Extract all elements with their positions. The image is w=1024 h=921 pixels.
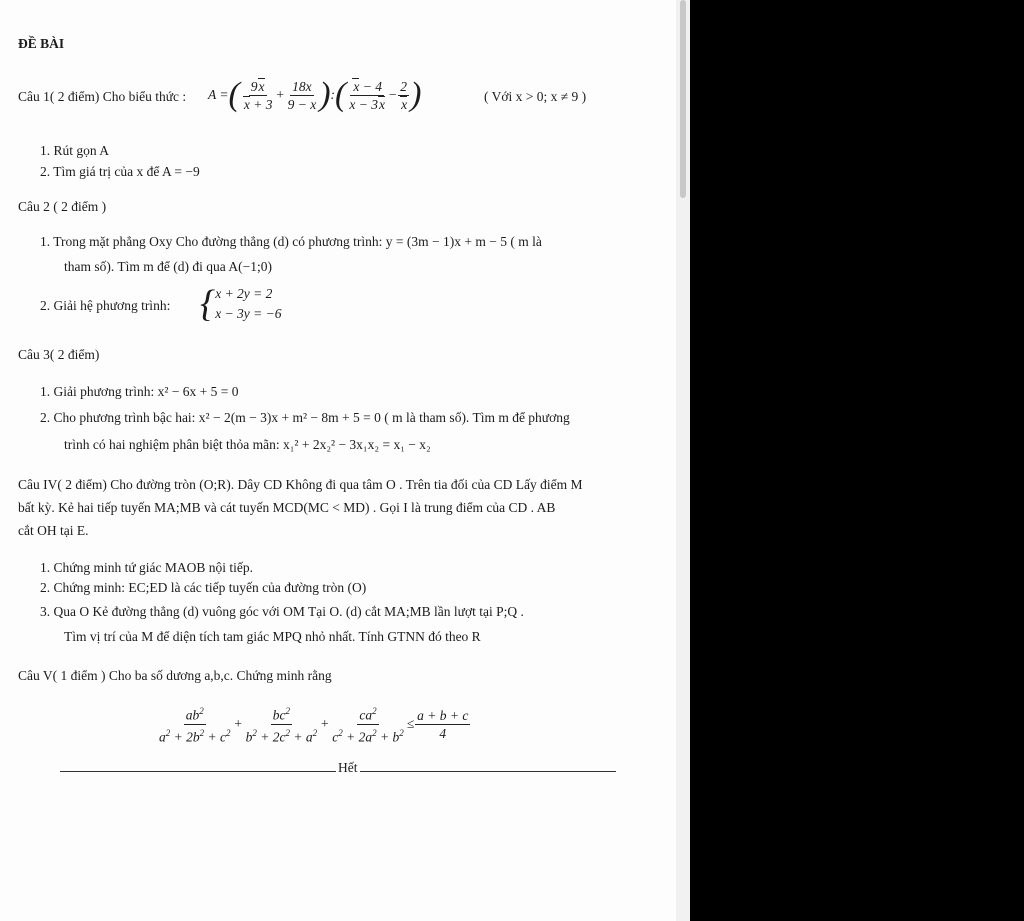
q2-item-2: 2. Giải hệ phương trình: (40, 298, 171, 313)
q4-item-2: 2. Chứng minh: EC;ED là các tiếp tuyến của đường tròn (O) (40, 580, 367, 595)
q2-system-eq-1: x + 2y = 2 (215, 286, 273, 301)
q1-condition: ( Với x > 0; x ≠ 9 ) (484, 89, 587, 104)
q3-heading: Câu 3( 2 điểm) (18, 347, 100, 362)
end-rule-right (360, 771, 616, 772)
q1-expression: A = ( $\frac{9x}{x + 3}$ + $\frac{18x}{9 - x}$ ) : ( $\frac{x - 4}{x - 3x}$ − $\frac{2}{x}$ ) (208, 76, 422, 113)
q4-item-3-line-2: Tìm vị trí của M để diện tích tam giác MPQ nhỏ nhất. Tính GTNN đó theo R (64, 629, 481, 644)
q2-item-1-line-1: 1. Trong mặt phẳng Oxy Cho đường thẳng (d) có phương trình: y = (3m − 1)x + m − 5 ( m là (40, 234, 542, 249)
q1-heading: Câu 1( 2 điểm) Cho biểu thức : (18, 89, 187, 104)
q3-item-2-line-1: 2. Cho phương trình bậc hai: x² − 2(m − 3)x + m² − 8m + 5 = 0 ( m là tham số). Tìm m để phương (40, 410, 570, 425)
q4-line-2: bất kỳ. Kẻ hai tiếp tuyến MA;MB và cát tuyến MCD(MC < MD) . Gọi I là trung điểm của CD . AB (18, 500, 556, 515)
end-label: Hết (338, 760, 358, 775)
q3-item-2-line-2: trình có hai nghiệm phân biệt thỏa mãn: x₁² + 2x₂² − 3x₁x₂ = x₁ − x₂ (64, 437, 431, 452)
q2-system-eq-2: x − 3y = −6 (215, 306, 282, 321)
q5-heading: Câu V( 1 điểm ) Cho ba số dương a,b,c. Chứng minh rằng (18, 668, 332, 683)
q5-inequality: $\frac{ab^2}{a^2 + 2b^2 + c^2}$ + $\frac{bc^2}{b^2 + 2c^2 + a^2}$ + $\frac{ca^2}{c^2 + 2a^2 + b^2}$ ≤ $\frac{a + b + c}{4}$ (156, 700, 471, 748)
q1-item-1: 1. Rút gọn A (40, 143, 110, 158)
q4-item-3-line-1: 3. Qua O Kẻ đường thẳng (d) vuông góc với OM Tại O. (d) cắt MA;MB lần lượt tại P;Q . (40, 604, 524, 619)
q4-line-3: cắt OH tại E. (18, 523, 89, 538)
q2-item-1-line-2: tham số). Tìm m để (d) đi qua A(−1;0) (64, 259, 272, 274)
end-rule-left (60, 771, 336, 772)
scrollbar-thumb[interactable] (680, 0, 686, 198)
document-title: ĐỀ BÀI (18, 36, 65, 51)
q2-system: { x + 2y = 2 x − 3y = −6 (200, 283, 282, 325)
q4-line-1: Câu IV( 2 điểm) Cho đường tròn (O;R). Dây CD Không đi qua tâm O . Trên tia đối của CD Lấy điểm M (18, 477, 583, 492)
q1-item-2: 2. Tìm giá trị của x để A = −9 (40, 164, 200, 179)
q3-item-1: 1. Giải phương trình: x² − 6x + 5 = 0 (40, 384, 239, 399)
q4-item-1: 1. Chứng minh tứ giác MAOB nội tiếp. (40, 560, 254, 575)
q2-heading: Câu 2 ( 2 điểm ) (18, 199, 107, 214)
